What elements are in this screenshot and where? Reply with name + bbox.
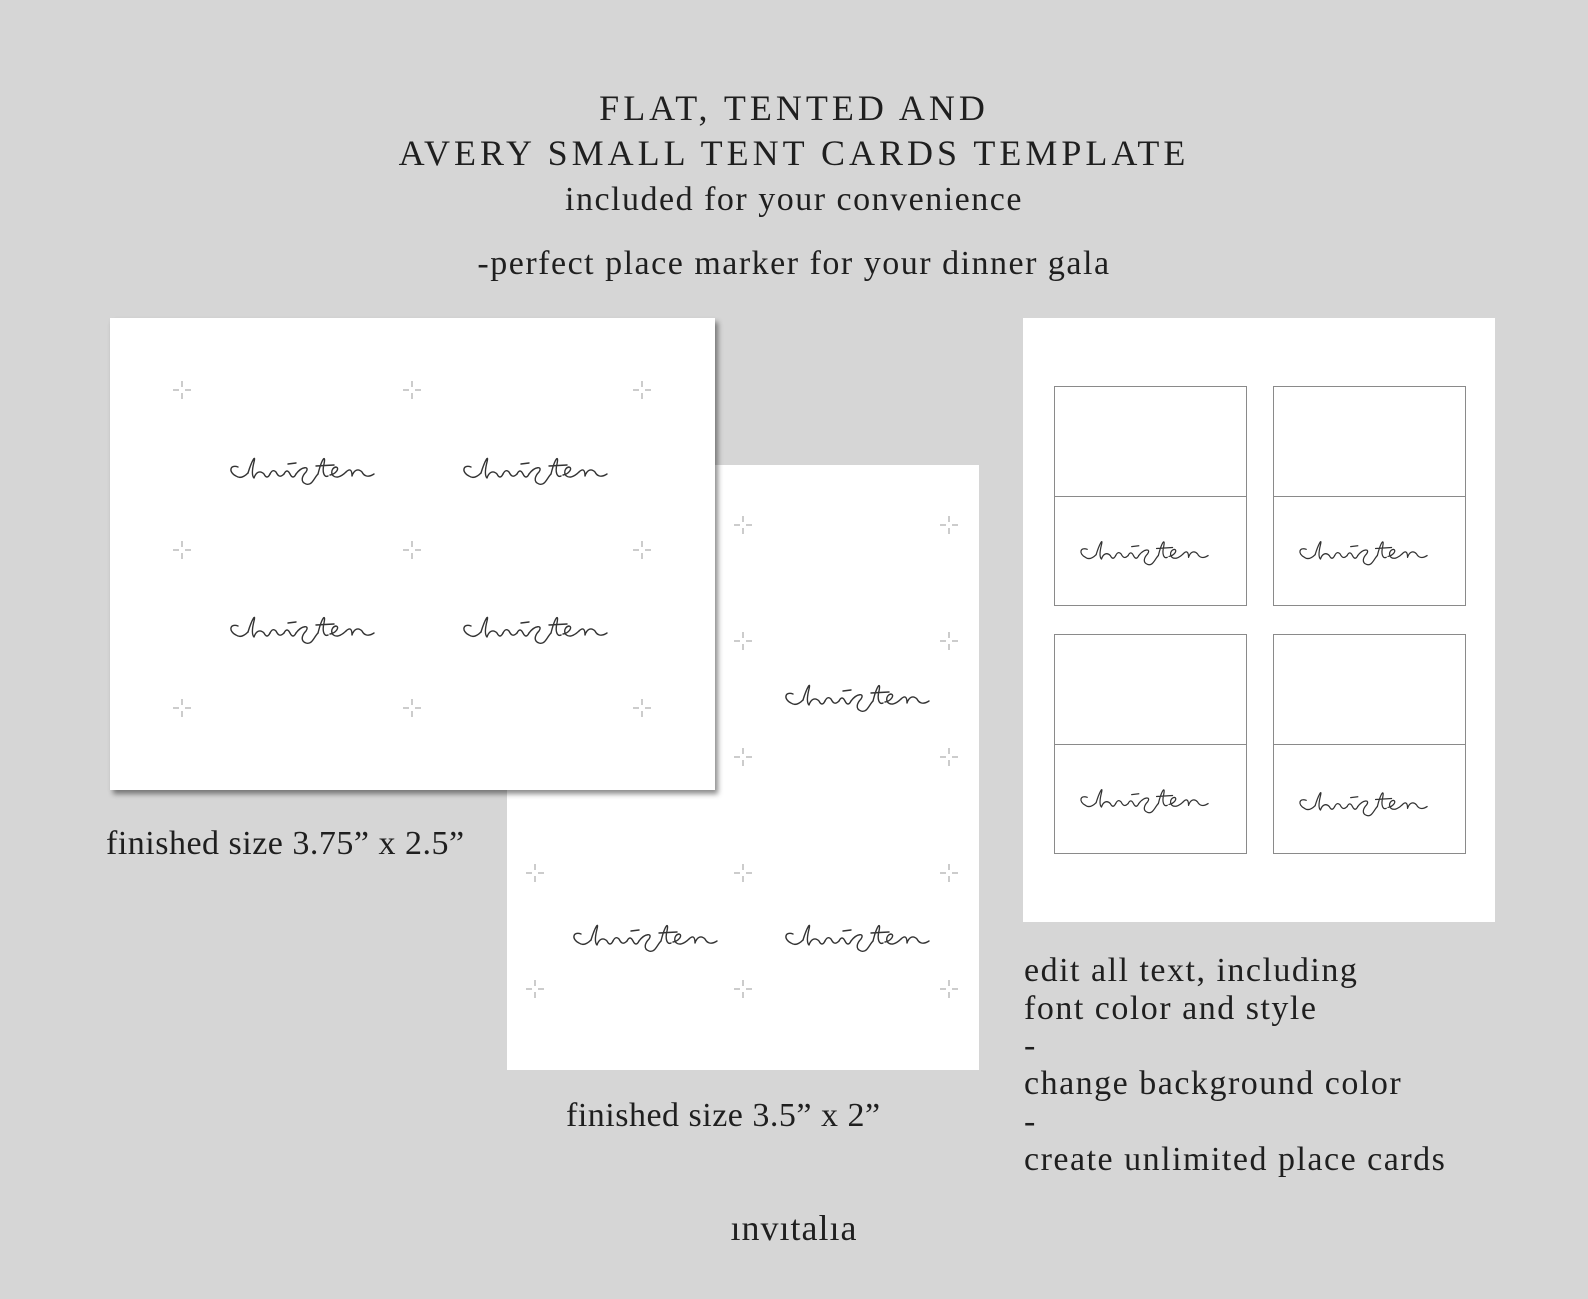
script-name-sample (1292, 783, 1452, 823)
fold-line (1274, 744, 1465, 745)
title-line-1: FLAT, TENTED AND (599, 88, 989, 128)
script-name-sample (222, 448, 402, 492)
script-name-sample (565, 915, 745, 959)
tent-card (1273, 634, 1466, 854)
feature-separator: - (1024, 1102, 1037, 1140)
script-name-sample (1073, 532, 1233, 572)
feature-list (1024, 952, 1564, 1178)
script-name-sample (455, 607, 635, 651)
tent-card (1054, 634, 1247, 854)
tagline: -perfect place marker for your dinner gala (477, 245, 1111, 282)
title-line-2: AVERY SMALL TENT CARDS TEMPLATE (398, 133, 1190, 173)
script-name-sample (777, 675, 957, 719)
subtitle: included for your convenience (565, 181, 1023, 218)
crop-marks (110, 318, 715, 790)
fold-line (1055, 744, 1246, 745)
script-name-sample (1073, 780, 1233, 820)
script-name-sample (1292, 532, 1452, 572)
script-name-sample (222, 607, 402, 651)
feature-item: create unlimited place cards (1024, 1140, 1447, 1178)
tent-size-caption: finished size 3.5” x 2” (566, 1097, 881, 1134)
tent-card (1273, 386, 1466, 606)
flat-cards-sheet (110, 318, 715, 790)
script-name-sample (455, 448, 635, 492)
fold-line (1274, 496, 1465, 497)
avery-tent-cards-sheet (1023, 318, 1495, 922)
flat-size-caption: finished size 3.75” x 2.5” (106, 825, 465, 862)
feature-item: font color and style (1024, 989, 1318, 1027)
script-name-sample (777, 915, 957, 959)
fold-line (1055, 496, 1246, 497)
feature-item: edit all text, including (1024, 952, 1359, 989)
brand-logo: ınvıtalıa (730, 1208, 858, 1248)
feature-separator: - (1024, 1027, 1037, 1065)
feature-item: change background color (1024, 1065, 1403, 1103)
tent-card (1054, 386, 1247, 606)
